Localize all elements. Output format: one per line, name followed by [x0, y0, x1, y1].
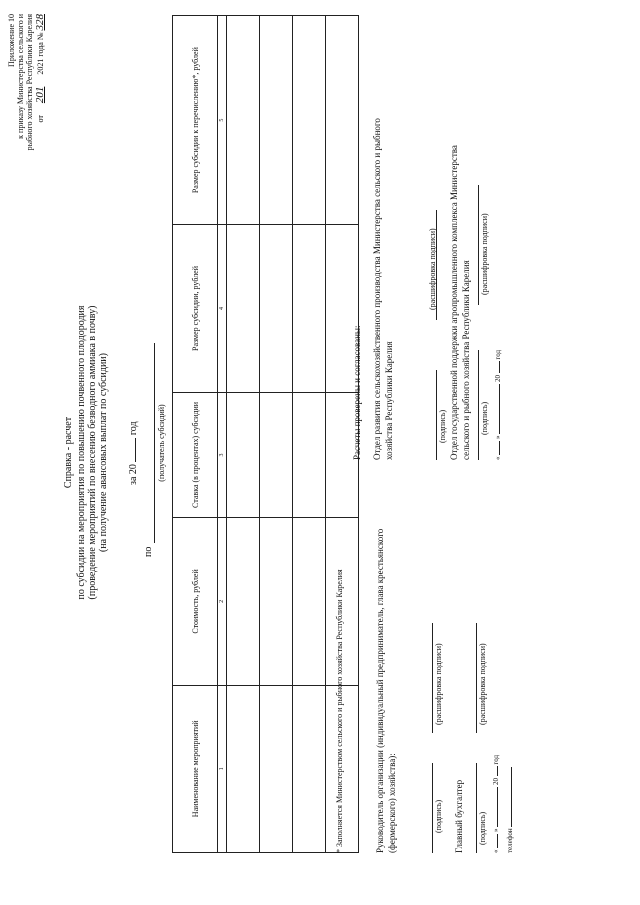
order-from: от [36, 115, 45, 123]
dept1-sign-caption: (подпись) [438, 409, 447, 443]
table-cell[interactable] [293, 16, 326, 225]
phone-line[interactable] [506, 767, 514, 853]
table-cell[interactable] [326, 16, 359, 225]
order-year: 2021 года № [36, 32, 45, 75]
checked-label: Расчеты проверены и согласованы: [352, 325, 362, 460]
order-number: 328 [34, 14, 46, 31]
head-sign-caption: (подпись) [434, 799, 443, 833]
table-cell[interactable] [260, 225, 293, 392]
head-decode-line[interactable] [432, 623, 433, 733]
table-row [293, 16, 326, 853]
table-cell[interactable] [227, 392, 260, 518]
date-open: « [492, 849, 500, 853]
header-activities: Наименование мероприятий [173, 685, 218, 852]
table-cell[interactable] [293, 225, 326, 392]
col-number-4: 4 [218, 225, 227, 392]
table-cell[interactable] [260, 392, 293, 518]
appendix-line2: к приказу Министерства сельского и [16, 14, 25, 139]
accountant-decode-line[interactable] [476, 623, 477, 733]
table-cell[interactable] [293, 392, 326, 518]
table-header-row [173, 16, 218, 853]
appendix-line3: рыбного хозяйства Республики Карелия [25, 14, 34, 151]
order-date: 201 [34, 86, 46, 104]
dept1-line2: хозяйства Республики Карелия [384, 341, 394, 460]
recipient-line [154, 343, 155, 543]
head-sign-line[interactable] [432, 763, 433, 853]
date-open: « [494, 456, 502, 460]
header-rate: Ставка (в процентах) субсидии [173, 392, 218, 518]
subsidy-table [172, 15, 359, 853]
dept1-sign-line[interactable] [436, 370, 437, 460]
left-date-line[interactable] [492, 755, 500, 853]
table-cell[interactable] [227, 685, 260, 852]
table-cell[interactable] [260, 685, 293, 852]
table-cell[interactable] [293, 518, 326, 685]
col-number-3: 3 [218, 392, 227, 518]
table-cell[interactable] [227, 225, 260, 392]
phone-label: телефон [506, 828, 514, 853]
dept1-line1: Отдел развития сельскохозяйственного производства Министерства сельского и рыбного [372, 118, 382, 460]
title-line3: (проведение мероприятий по внесению безводного аммиака в почву) [87, 305, 98, 600]
table-cell[interactable] [227, 518, 260, 685]
table-cell[interactable] [260, 16, 293, 225]
dept2-decode-caption: (расшифровка подписи) [480, 213, 489, 295]
dept1-decode-caption: (расшифровка подписи) [428, 228, 437, 310]
header-subsidy-transfer: Размер субсидии к перечислению*, рублей [173, 16, 218, 225]
date-year-suffix: год [492, 754, 500, 765]
accountant-sign-line[interactable] [476, 763, 477, 853]
date-close: » [494, 435, 502, 439]
period-prefix: за 20 [128, 464, 139, 485]
appendix-block [7, 14, 46, 150]
dept2-decode-line[interactable] [478, 185, 479, 305]
table-row [227, 16, 260, 853]
col-number-2: 2 [218, 518, 227, 685]
table-cell[interactable] [260, 518, 293, 685]
footnote: * Заполняется Министерством сельского и рыбного хозяйства Республики Карелия [335, 569, 344, 853]
col-number-5: 5 [218, 16, 227, 225]
accountant-decode-caption: (расшифровка подписи) [478, 643, 487, 725]
accountant-sign-caption: (подпись) [478, 811, 487, 845]
period-suffix: год [128, 421, 139, 436]
period-line [128, 421, 139, 485]
dept2-sign-line[interactable] [478, 350, 479, 460]
title-line1: Справка - расчет [63, 416, 74, 489]
appendix-line1: Приложение 10 [7, 14, 16, 67]
recipient-caption: (получатель субсидий) [157, 404, 166, 482]
table-row [260, 16, 293, 853]
title-line2: по субсидии на мероприятия по повышению почвенного плодородия [76, 305, 87, 600]
date-year-suffix: год [494, 349, 502, 360]
dept2-line1: Отдел государственной поддержки агропромышленного комплекса Министерства [449, 145, 459, 460]
head-decode-caption: (расшифровка подписи) [434, 643, 443, 725]
accountant-label: Главный бухгалтер [454, 779, 464, 853]
date-year-prefix: 20 [494, 375, 502, 382]
right-date-line[interactable] [494, 350, 502, 460]
table-cell[interactable] [227, 16, 260, 225]
date-year-prefix: 20 [492, 778, 500, 785]
table-number-row [218, 16, 227, 853]
title-block [63, 0, 109, 905]
dept2-line2: сельского и рыбного хозяйства Республики Карелия [461, 260, 471, 460]
header-cost: Стоимость, рублей [173, 518, 218, 685]
col-number-1: 1 [218, 685, 227, 852]
date-close: » [492, 828, 500, 832]
by-prefix: по [143, 546, 154, 557]
header-subsidy: Размер субсидии, рублей [173, 225, 218, 392]
dept2-sign-caption: (подпись) [480, 401, 489, 435]
order-line [34, 14, 46, 150]
table-cell[interactable] [293, 685, 326, 852]
head-label: Руководитель организации (индивидуальный предприниматель, глава крестьянского (фермерского) хозяйства): [375, 528, 397, 853]
title-line4: (на получение авансовых выплат по субсидии) [98, 353, 109, 552]
